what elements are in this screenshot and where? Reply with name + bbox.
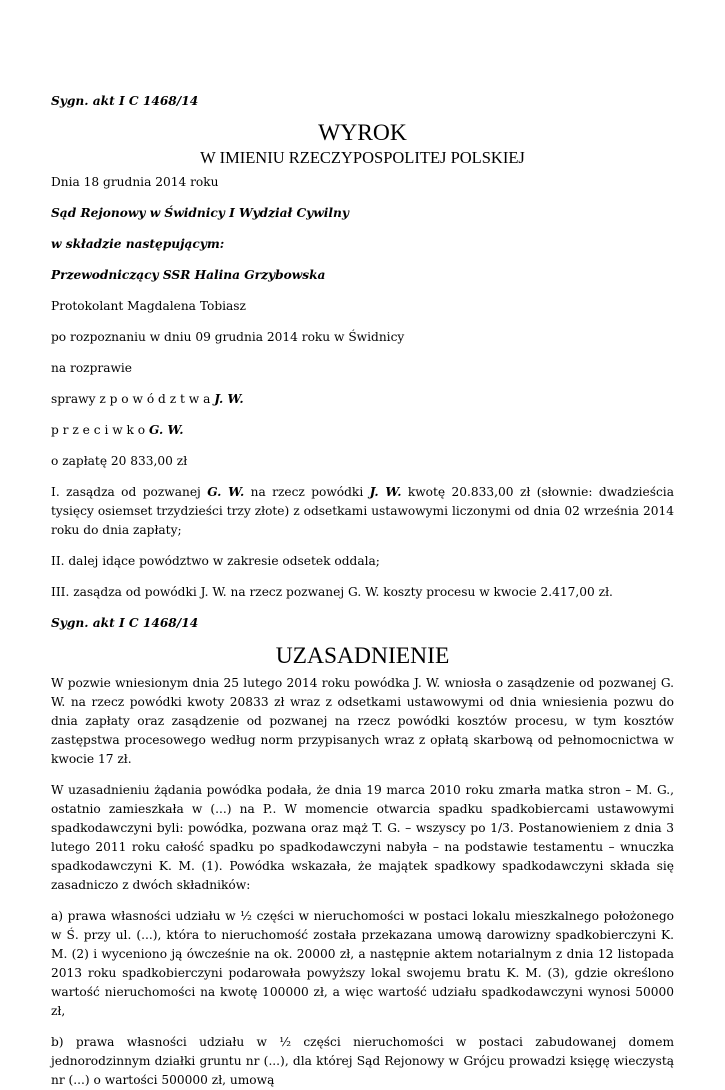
verdict-item-1-plaintiff: J. W.	[369, 485, 402, 499]
case-plaintiff-line	[51, 390, 674, 409]
defendant-name: G. W.	[149, 423, 184, 437]
justification-paragraph: a) prawa własności udziału w ½ części w nieruchomości w postaci lokalu mieszkalnego położonego w Ś. przy ul. (...), która to nieruchomość została przekazana umową darowizny spadkobierczyni K. M. (2) i wyceniono ją ówcześnie na ok. 20000 zł, a następnie aktem notarialnym z dnia 12 listopada 2013 roku spadkobierczyni podarowała powyższy lokal swojemu bratu K. M. (3), gdzie określono wartość nieruchomości na kwotę 100000 zł, a więc wartość udziału spadkodawczyni wynosi 50000 zł,	[51, 909, 674, 1018]
justification-title: UZASADNIENIE	[275, 643, 450, 669]
verdict-item-3: III. zasądza od powódki J. W. na rzecz pozwanej G. W. koszty procesu w kwocie 2.417,00 zł.	[51, 585, 613, 599]
case-subject: o zapłatę 20 833,00 zł	[51, 454, 188, 468]
verdict-item-1-defendant: G. W.	[207, 485, 245, 499]
case-defendant-line	[51, 421, 674, 440]
justification-signature: Sygn. akt I C 1468/14	[51, 616, 199, 630]
justification-paragraph: W pozwie wniesionym dnia 25 lutego 2014 roku powódka J. W. wniosła o zasądzenie od pozwanej G. W. na rzecz powódki kwoty 20833 zł wraz z odsetkami ustawowymi od dnia wniesienia pozwu do dnia zapłaty oraz zasądzenie od pozwanej na rzecz powódki kosztów procesu, w tym kosztów zastępstwa procesowego według norm przypisanych wraz z opłatą skarbową od pełnomocnictwa w kwocie 17 zł.	[51, 676, 674, 766]
verdict-date: Dnia 18 grudnia 2014 roku	[51, 175, 219, 189]
case-signature: Sygn. akt I C 1468/14	[51, 94, 199, 108]
verdict-title: WYROK	[318, 120, 407, 146]
verdict-item-1	[51, 483, 674, 540]
justification-paragraph: W uzasadnieniu żądania powódka podała, że dnia 19 marca 2010 roku zmarła matka stron – M. G., ostatnio zamieszkała w (...) na P.. W momencie otwarcia spadku spadkobiercami ustawowymi spadkodawczyni byli: powódka, pozwana oraz mąż T. G. – wszyscy po 1/3. Postanowieniem z dnia 3 lutego 2011 roku całość spadku po spadkodawczyni nabyła – na podstawie testamentu – wnuczka spadkodawczyni K. M. (1). Powódka wskazała, że majątek spadkowy spadkodawczyni składa się zasadniczo z dwóch składników:	[51, 783, 674, 892]
verdict-item-1-text-e: kwotę 20.833,00 zł (słownie: dwadzieścia tysięcy osiemset trzydzieści trzy złote) z odsetkami ustawowymi liczonymi od dnia 02 września 2014 roku do dnia zapłaty;	[51, 485, 674, 537]
court-name: Sąd Rejonowy w Świdnicy I Wydział Cywilny	[51, 206, 349, 220]
hearing-date: po rozpoznaniu w dniu 09 grudnia 2014 roku w Świdnicy	[51, 330, 405, 344]
presiding-judge: Przewodniczący SSR Halina Grzybowska	[51, 268, 326, 282]
verdict-subtitle: W IMIENIU RZECZYPOSPOLITEJ POLSKIEJ	[200, 148, 525, 167]
verdict-item-1-text-a: I. zasądza od pozwanej	[51, 485, 208, 499]
verdict-item-2: II. dalej idące powództwo w zakresie odsetek oddala;	[51, 554, 380, 568]
court-clerk: Protokolant Magdalena Tobiasz	[51, 299, 246, 313]
hearing-type: na rozprawie	[51, 361, 133, 375]
justification-paragraph: b) prawa własności udziału w ½ części nieruchomości w postaci zabudowanej domem jednorodzinnym działki gruntu nr (...), dla której Sąd Rejonowy w Grójcu prowadzi księgę wieczystą nr (...) o wartości 500000 zł, umową	[51, 1035, 674, 1087]
composition-label: w składzie następującym:	[51, 237, 225, 251]
against-prefix: p r z e c i w k o	[51, 423, 150, 437]
verdict-item-1-text-c: na rzecz powódki	[244, 485, 370, 499]
case-prefix: sprawy z p o w ó d z t w a	[51, 392, 215, 406]
plaintiff-name: J. W.	[214, 392, 244, 406]
